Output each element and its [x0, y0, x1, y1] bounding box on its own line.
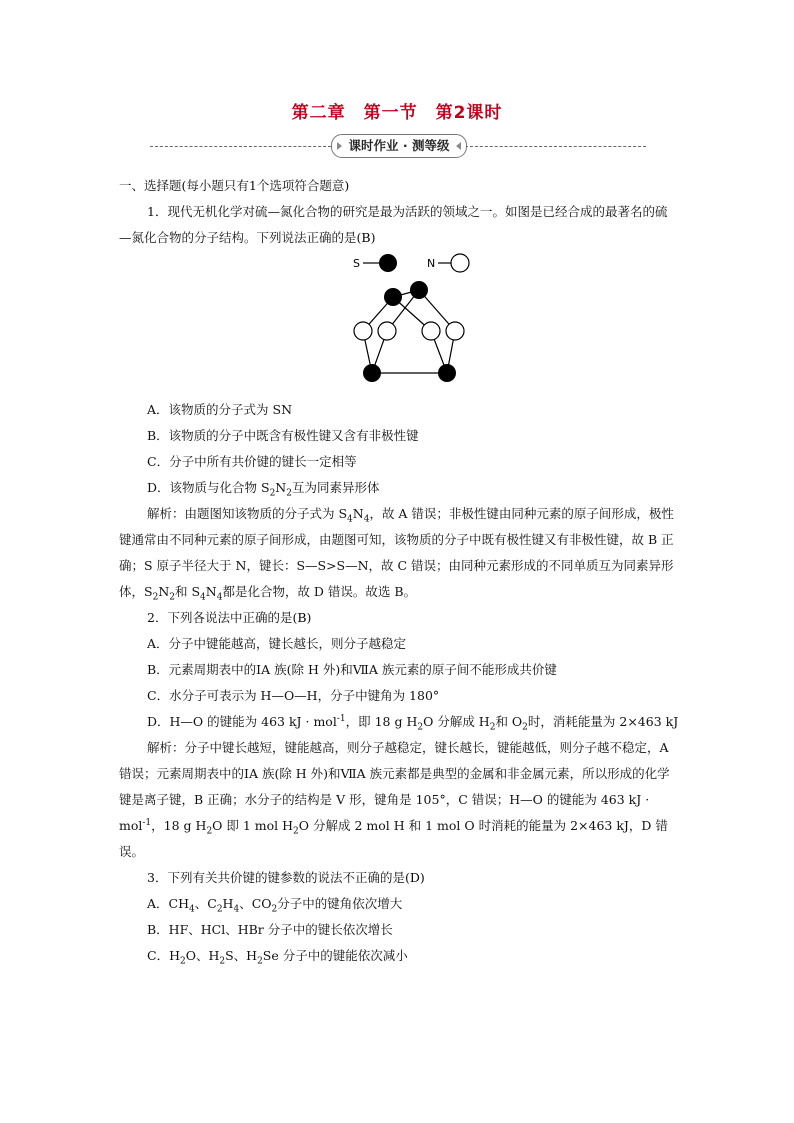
triangle-right-icon	[337, 142, 342, 150]
question-1-answer: B	[361, 230, 371, 245]
legend-n-label: N	[427, 257, 436, 270]
question-2-option-c: C．水分子可表示为 H—O—H，分子中键角为 180°	[147, 688, 440, 703]
nitrogen-atom-icon	[378, 322, 396, 340]
question-2-stem: 2．下列各说法中正确的是(B)	[147, 610, 312, 625]
question-3-option-b: B．HF、HCl、HBr 分子中的键长依次增长	[147, 922, 393, 937]
question-2-option-b: B．元素周期表中的ⅠA 族(除 H 外)和ⅦA 族元素的原子间不能形成共价键	[147, 662, 557, 677]
sulfur-atom-icon	[384, 288, 402, 306]
question-3-option-c: C．$H_2O$、$H_2S$、$H_2Se$ 分子中的键能依次减小	[147, 948, 408, 967]
nitrogen-atom-icon	[354, 322, 372, 340]
nitrogen-atom-icon	[451, 254, 469, 272]
question-1-stem: 1．现代无机化学对硫—氮化合物的研究是最为活跃的领域之一。如图是已经合成的最著名的硫—氮化合物的分子结构。下列说法正确的是(B)	[119, 204, 668, 245]
banner-label	[331, 134, 467, 158]
s4n4-structure-svg	[349, 253, 489, 391]
question-2-explanation: 解析：分子中键长越短，键能越高，则分子越稳定，键长越长，键能越低，则分子越不稳定，A 错误；元素周期表中的ⅠA 族(除 H 外)和ⅦA 族元素都是典型的金属和非金属元素，所以形成的化学键是离子键，B 正确；水分子的结构是 V 形，键角是 105°，C 错误；H—O 的键能为 463 kJ · mol$^{-1}$，18 g $H_2O$ 即 1 mol $H_2O$ 分解成 2 mol H 和 1 mol O 时消耗的能量为 2×463 kJ，D 错误。	[119, 740, 670, 859]
bond-lines	[363, 290, 455, 373]
nitrogen-atom-icon	[446, 322, 464, 340]
sulfur-atom-icon	[410, 281, 428, 299]
question-2-answer: B	[297, 610, 307, 625]
question-2-option-d: D．H—O 的键能为 463 kJ · mol$^{-1}$，即 18 g $H_2O$ 分解成 $H_2$和 $O_2$时，消耗能量为 2×463 kJ	[147, 713, 679, 733]
document-body	[119, 173, 679, 969]
section-banner	[150, 133, 646, 159]
sulfur-atom-icon	[438, 364, 456, 382]
page-title: 第二章 第一节 第2课时	[291, 103, 503, 123]
question-1-option-d: D．该物质与化合物 $S_2N_2$互为同素异形体	[147, 480, 380, 499]
legend-s-label: S	[353, 257, 360, 270]
triangle-left-icon	[456, 142, 461, 150]
question-3-answer: D	[409, 870, 420, 885]
banner-divider-left	[150, 146, 331, 147]
molecule-structure-diagram	[119, 253, 679, 393]
banner-text: 课时作业 · 测等级	[348, 138, 450, 153]
sulfur-atom-icon	[379, 254, 397, 272]
question-1-option-c: C．分子中所有共价键的键长一定相等	[147, 454, 357, 469]
question-3-stem: 3．下列有关共价键的键参数的说法不正确的是(D)	[147, 870, 425, 885]
question-1-explanation: 解析：由题图知该物质的分子式为 $S_4N_4$，故 A 错误；非极性键由同种元素的原子间形成，极性键通常由不同种元素的原子间形成，由题图可知，该物质的分子中既有极性键又有非极性键，故 B 正确；S 原子半径大于 N，键长：S—S>S—N，故 C 错误；由同种元素形成的不同单质互为同素异形体，$S_2N_2$和 $S_4N_4$都是化合物，故 D 错误。故选 B。	[119, 506, 674, 603]
sulfur-atom-icon	[363, 364, 381, 382]
question-1-option-a: A．该物质的分子式为 SN	[147, 402, 293, 417]
section-heading: 一、选择题(每小题只有1个选项符合题意)	[119, 178, 350, 193]
banner-divider-right	[465, 146, 646, 147]
question-3-option-a: A．$CH_4$、$C_2H_4$、$CO_2$分子中的键角依次增大	[147, 896, 403, 915]
nitrogen-atom-icon	[422, 322, 440, 340]
question-1-option-b: B．该物质的分子中既含有极性键又含有非极性键	[147, 428, 419, 443]
question-2-option-a: A．分子中键能越高，键长越长，则分子越稳定	[147, 636, 407, 651]
